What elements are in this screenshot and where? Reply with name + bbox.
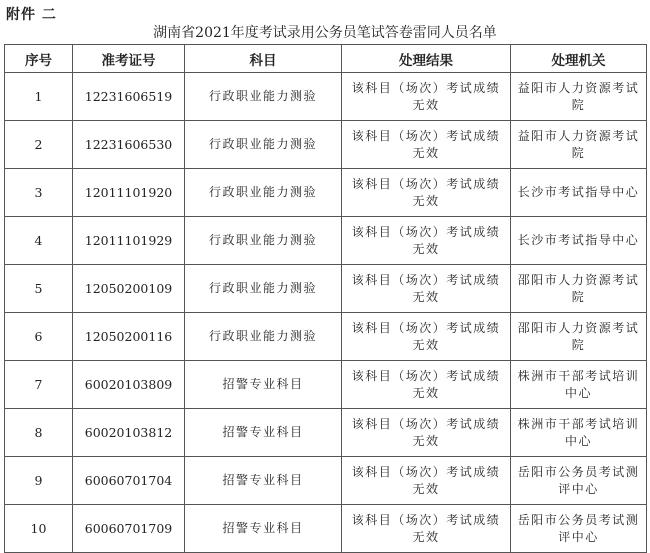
handling-org: 株洲市干部考试培训中心 — [511, 409, 647, 457]
handling-org: 益阳市人力资源考试院 — [511, 121, 647, 169]
table-row — [5, 265, 647, 313]
ticket-number: 12231606519 — [73, 73, 185, 121]
handling-org: 岳阳市公务员考试测评中心 — [511, 457, 647, 505]
subject: 行政职业能力测验 — [185, 73, 342, 121]
subject: 行政职业能力测验 — [185, 121, 342, 169]
row-number: 6 — [5, 313, 73, 361]
row-number: 8 — [5, 409, 73, 457]
result: 该科目（场次）考试成绩无效 — [342, 409, 511, 457]
result: 该科目（场次）考试成绩无效 — [342, 313, 511, 361]
handling-org: 株洲市干部考试培训中心 — [511, 361, 647, 409]
header-cell-ticket: 准考证号 — [73, 45, 185, 73]
attachment-label: 附件 二 — [6, 7, 57, 23]
table-row — [5, 361, 647, 409]
result: 该科目（场次）考试成绩无效 — [342, 121, 511, 169]
subject: 行政职业能力测验 — [185, 313, 342, 361]
ticket-number: 12231606530 — [73, 121, 185, 169]
ticket-number: 12011101920 — [73, 169, 185, 217]
table-row — [5, 457, 647, 505]
table-row — [5, 121, 647, 169]
ticket-number: 60020103812 — [73, 409, 185, 457]
subject: 招警专业科目 — [185, 409, 342, 457]
table-row — [5, 313, 647, 361]
handling-org: 邵阳市人力资源考试院 — [511, 313, 647, 361]
result: 该科目（场次）考试成绩无效 — [342, 505, 511, 553]
handling-org: 长沙市考试指导中心 — [511, 169, 647, 217]
handling-org: 邵阳市人力资源考试院 — [511, 265, 647, 313]
header-row — [5, 45, 647, 73]
row-number: 2 — [5, 121, 73, 169]
table-row — [5, 217, 647, 265]
row-number: 9 — [5, 457, 73, 505]
handling-org: 益阳市人力资源考试院 — [511, 73, 647, 121]
result: 该科目（场次）考试成绩无效 — [342, 457, 511, 505]
table-row — [5, 169, 647, 217]
result: 该科目（场次）考试成绩无效 — [342, 73, 511, 121]
subject: 行政职业能力测验 — [185, 265, 342, 313]
table-row — [5, 409, 647, 457]
row-number: 3 — [5, 169, 73, 217]
ticket-number: 60060701709 — [73, 505, 185, 553]
ticket-number: 12050200116 — [73, 313, 185, 361]
row-number: 4 — [5, 217, 73, 265]
row-number: 7 — [5, 361, 73, 409]
table-row — [5, 73, 647, 121]
handling-org: 长沙市考试指导中心 — [511, 217, 647, 265]
subject: 招警专业科目 — [185, 505, 342, 553]
header-cell-no: 序号 — [5, 45, 73, 73]
results-table — [4, 44, 647, 553]
header-cell-org: 处理机关 — [511, 45, 647, 73]
ticket-number: 12011101929 — [73, 217, 185, 265]
subject: 行政职业能力测验 — [185, 217, 342, 265]
ticket-number: 12050200109 — [73, 265, 185, 313]
ticket-number: 60060701704 — [73, 457, 185, 505]
result: 该科目（场次）考试成绩无效 — [342, 361, 511, 409]
handling-org: 岳阳市公务员考试测评中心 — [511, 505, 647, 553]
table-row — [5, 505, 647, 553]
result: 该科目（场次）考试成绩无效 — [342, 217, 511, 265]
subject: 招警专业科目 — [185, 457, 342, 505]
header-cell-result: 处理结果 — [342, 45, 511, 73]
result: 该科目（场次）考试成绩无效 — [342, 169, 511, 217]
subject: 招警专业科目 — [185, 361, 342, 409]
subject: 行政职业能力测验 — [185, 169, 342, 217]
document-title: 湖南省2021年度考试录用公务员笔试答卷雷同人员名单 — [153, 25, 497, 41]
header-cell-subject: 科目 — [185, 45, 342, 73]
row-number: 1 — [5, 73, 73, 121]
result: 该科目（场次）考试成绩无效 — [342, 265, 511, 313]
row-number: 10 — [5, 505, 73, 553]
ticket-number: 60020103809 — [73, 361, 185, 409]
row-number: 5 — [5, 265, 73, 313]
